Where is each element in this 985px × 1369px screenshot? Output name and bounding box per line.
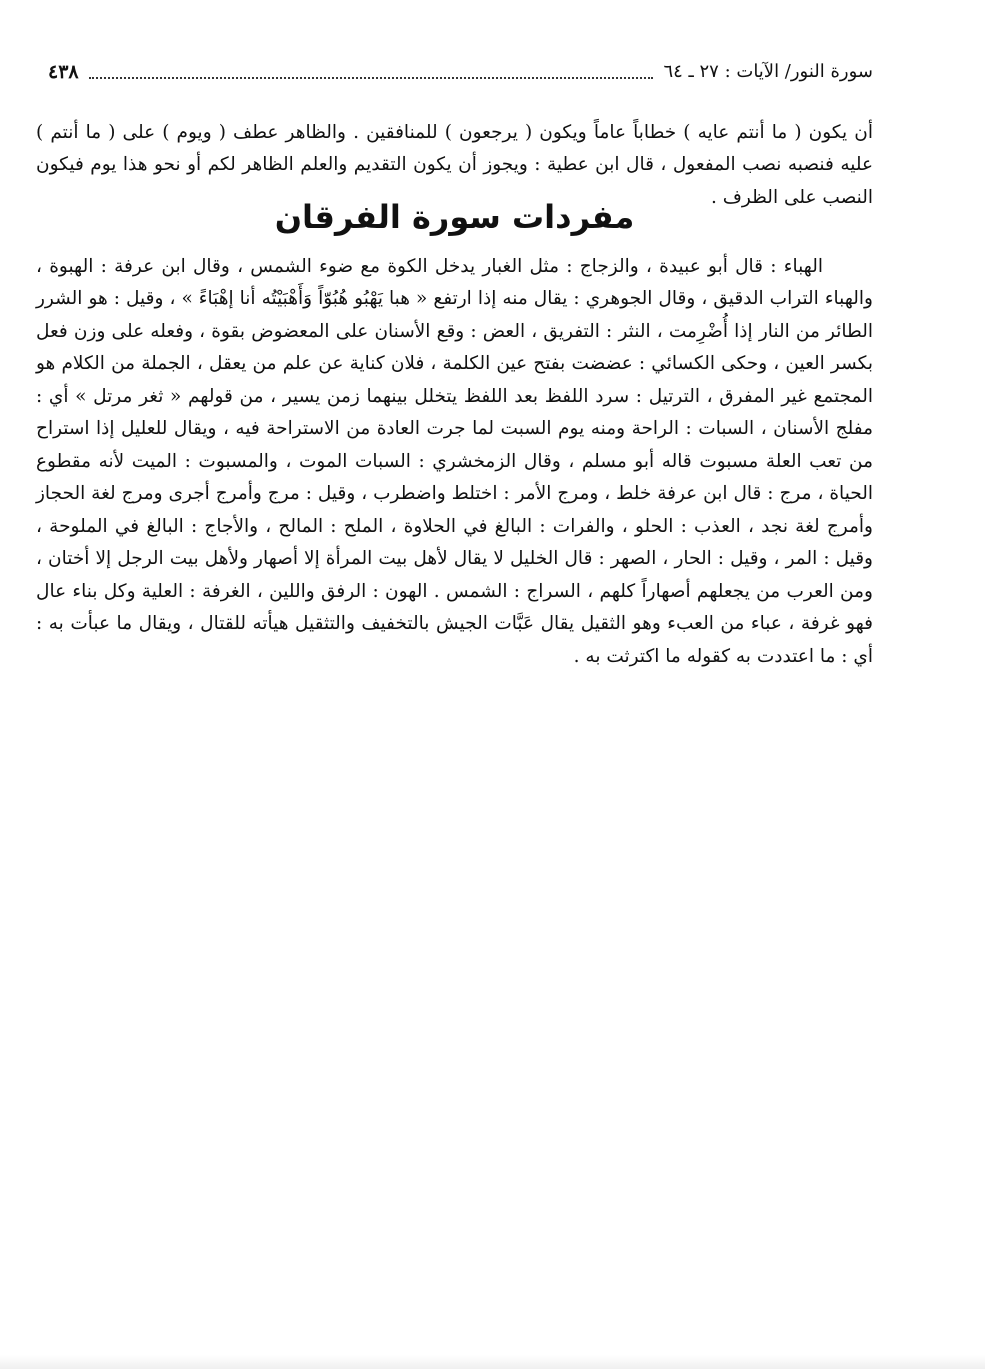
scan-bottom-edge	[0, 1355, 985, 1369]
page-number: ٤٣٨	[48, 61, 79, 83]
section-heading: مفردات سورة الفرقان	[274, 198, 635, 237]
vocabulary-paragraph: الهباء : قال أبو عبيدة ، والزجاج : مثل الغبار يدخل الكوة مع ضوء الشمس ، وقال ابن عرفة : الهبوة ، والهباء التراب الدقيق ، وقال الجوهري : يقال منه إذا ارتفع « هبا يَهْبُو هُبُوّاً وَأَهْبَيْتُه أنا إهْبَاءً » ، وقيل : هو الشرر الطائر من النار إذا أُضْرِمت ، النثر : التفريق ، العض : وقع الأسنان على المعضوض بقوة ، وفعله على وزن فعل بكسر العين ، وحكى الكسائي : عضضت بفتح عين الكلمة ، فلان كناية عن علم من يعقل ، الجملة من الكلام هو المجتمع غير المفرق ، الترتيل : سرد اللفظ بعد اللفظ يتخلل بينهما زمن يسير ، من قولهم « ثغر مرتل » أي : مفلج الأسنان ، السبات : الراحة ومنه يوم السبت لما جرت العادة من الاستراحة فيه ، ويقال للعليل إذا استراح من تعب العلة مسبوت قاله أبو مسلم ، وقال الزمخشري : السبات الموت ، والمسبوت : الميت لأنه مقطوع الحياة ، مرج : قال ابن عرفة خلط ، ومرج الأمر : اختلط واضطرب ، وقيل : مرج وأمرج أجرى ومرج لغة الحجاز وأمرج لغة نجد ، العذب : الحلو ، والفرات : البالغ في الحلاوة ، الملح : المالح ، والأجاج : البالغ في الملوحة ، وقيل : المر ، وقيل : الحار ، الصهر : قال الخليل لا يقال لأهل بيت المرأة إلا أصهار ولأهل بيت الرجل إلا أختان ، ومن العرب من يجعلهم أصهاراً كلهم ، السراج : الشمس . الهون : الرفق واللين ، الغرفة : العلية وكل بناء عال فهو غرفة ، عباء من العبء وهو الثقيل يقال عَبَّات الجيش بالتخفيف والتثقيل هيأته للقتال ، ويقال ما عبأت به : أي : ما اعتددت به كقوله ما اكترثت به .	[36, 255, 873, 667]
dotted-leader	[89, 77, 654, 79]
surah-verses-title: سورة النور/ الآيات : ٢٧ ـ ٦٤	[663, 61, 873, 82]
running-header	[36, 58, 873, 86]
continuation-paragraph: أن يكون ( ما أنتم عايه ) خطاباً عاماً ويكون ( يرجعون ) للمنافقين . والظاهر عطف ( ويوم ) على ( ما أنتم ) عليه فنصبه نصب المفعول ، قال ابن عطية : ويجوز أن يكون التقديم والعلم الظاهر لكم أو نحو هذا يوم فيكون النصب على الظرف .	[36, 121, 873, 208]
